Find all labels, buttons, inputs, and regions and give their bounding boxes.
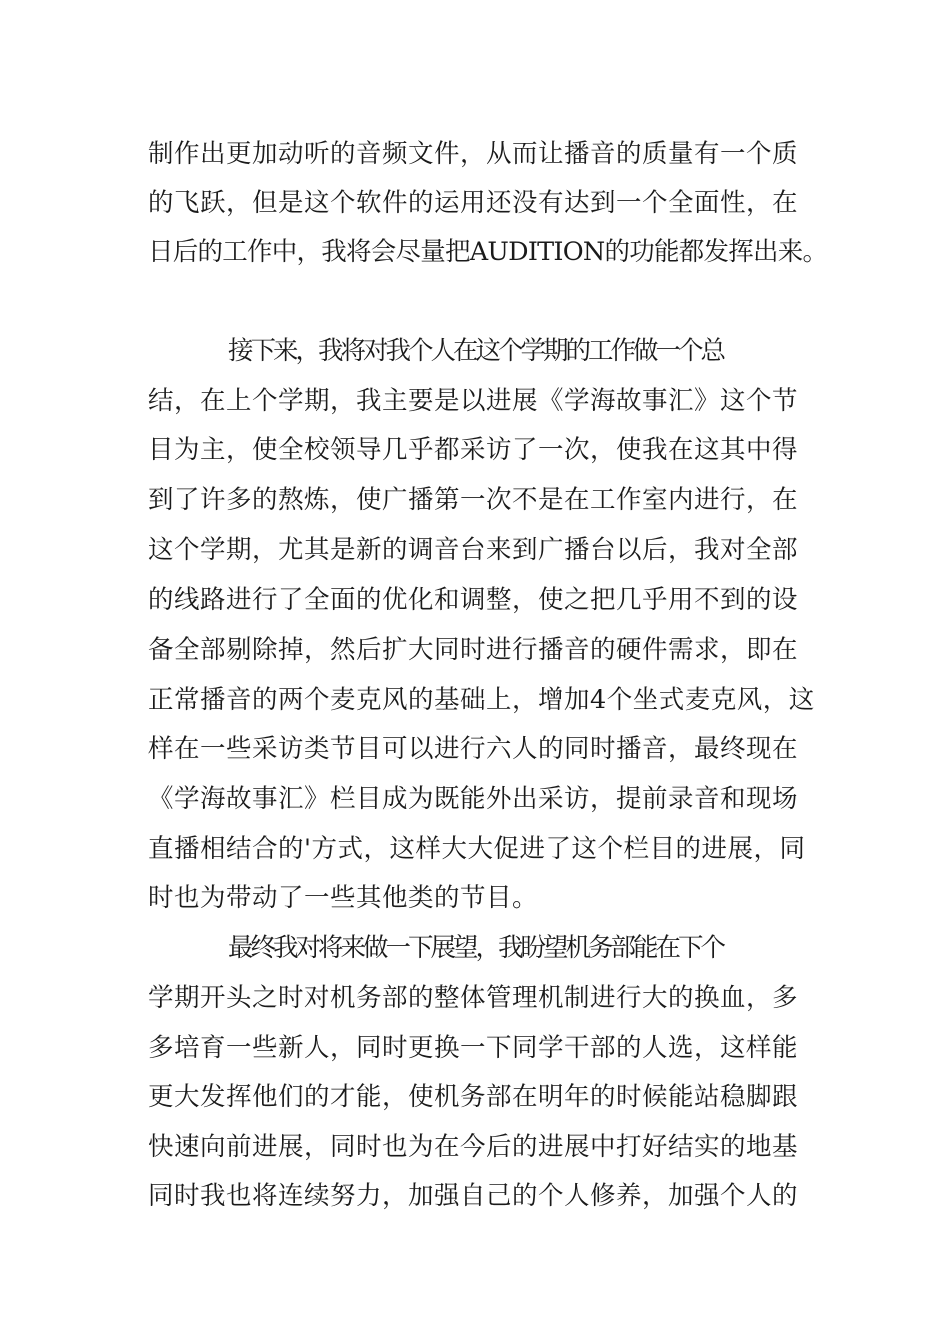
paragraph-2-line-2: 结，在上个学期，我主要是以进展《学海故事汇》这个节 [148,386,799,416]
paragraph-1-line-1: 制作出更加动听的音频文件，从而让播音的质量有一个质 [148,139,799,169]
paragraph-2-line-10: 《学海故事汇》栏目成为既能外出采访，提前录音和现场 [148,784,799,814]
paragraph-2-line-4: 到了许多的熬炼，使广播第一次不是在工作室内进行，在 [148,485,799,515]
paragraph-3-line-5: 快速向前进展，同时也为在今后的进展中打好结实的地基 [148,1132,799,1162]
paragraph-2-line-8: 正常播音的两个麦克风的基础上，增加4个坐式麦克风，这 [148,685,815,715]
paragraph-3-line-3: 多培育一些新人，同时更换一下同学干部的人选，这样能 [148,1033,799,1063]
paragraph-1-line-3: 日后的工作中，我将会尽量把AUDITION的功能都发挥出来。 [148,237,828,267]
paragraph-3-line-1: 最终我对将来做一下展望，我盼望机务部能在下个 [228,933,724,963]
paragraph-2-line-3: 目为主，使全校领导几乎都采访了一次，使我在这其中得 [148,435,799,465]
paragraph-2-line-5: 这个学期，尤其是新的调音台来到广播台以后，我对全部 [148,535,799,565]
paragraph-3-line-6: 同时我也将连续努力，加强自己的个人修养，加强个人的 [148,1181,799,1211]
paragraph-1-line-2: 的飞跃，但是这个软件的运用还没有达到一个全面性，在 [148,188,799,218]
paragraph-2-line-12: 时也为带动了一些其他类的节目。 [148,883,539,913]
paragraph-2-line-9: 样在一些采访类节目可以进行六人的同时播音，最终现在 [148,734,799,764]
paragraph-2-line-1: 接下来，我将对我个人在这个学期的工作做一个总 [228,336,724,366]
paragraph-2-line-11: 直播相结合的'方式，这样大大促进了这个栏目的进展，同 [148,834,806,864]
paragraph-3-line-2: 学期开头之时对机务部的整体管理机制进行大的换血，多 [148,983,799,1013]
paragraph-2-line-6: 的线路进行了全面的优化和调整，使之把几乎用不到的设 [148,585,799,615]
paragraph-3-line-4: 更大发挥他们的才能，使机务部在明年的时候能站稳脚跟 [148,1082,799,1112]
paragraph-2-line-7: 备全部剔除掉，然后扩大同时进行播音的硬件需求，即在 [148,635,799,665]
